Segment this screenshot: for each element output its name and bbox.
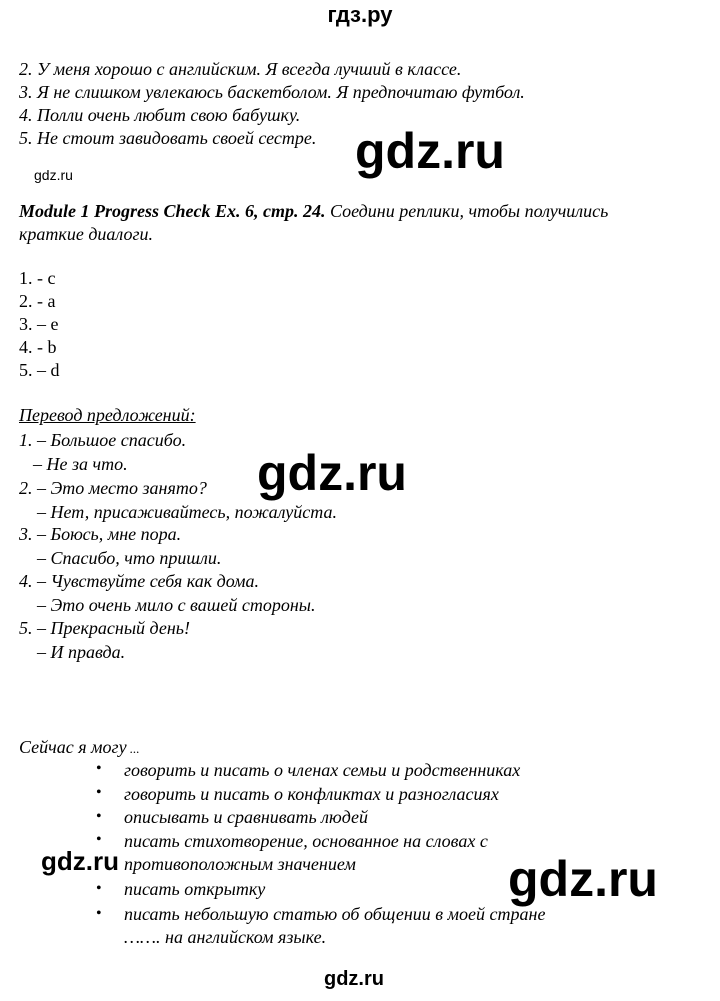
answer-item: 4. - b — [19, 337, 57, 357]
sentence-line: 4. Полли очень любит свою бабушку. — [19, 105, 301, 125]
watermark: gdz.ru — [41, 846, 119, 876]
can-do-intro — [19, 736, 140, 760]
exercise-title: Module 1 Progress Check Ex. 6, стр. 24. — [19, 201, 326, 221]
can-do-item: говорить и писать о членах семьи и родственниках — [124, 760, 521, 780]
exercise-task-cont: краткие диалоги. — [19, 224, 154, 244]
can-do-item-cont: ……. на английском языке. — [124, 927, 327, 947]
dialogue-line: – Нет, присаживайтесь, пожалуйста. — [37, 502, 337, 522]
bullet-icon: • — [96, 831, 102, 848]
can-do-item: говорить и писать о конфликтах и разногласиях — [124, 784, 499, 804]
can-do-item: писать небольшую статью об общении в моей стране — [124, 904, 546, 924]
bullet-icon: • — [96, 880, 102, 897]
bullet-icon: • — [96, 760, 102, 777]
answer-item: 3. – e — [19, 314, 59, 334]
exercise-task: Соедини реплики, чтобы получились — [325, 201, 609, 221]
exercise-heading — [19, 200, 608, 223]
dialogue-line: 4. – Чувствуйте себя как дома. — [19, 571, 260, 591]
dialogue-line: 3. – Боюсь, мне пора. — [19, 524, 182, 544]
sentence-line: 5. Не стоит завидовать своей сестре. — [19, 128, 317, 148]
answer-item: 5. – d — [19, 360, 60, 380]
translation-heading: Перевод предложений: — [19, 405, 196, 425]
watermark-small: gdz.ru — [34, 167, 73, 183]
can-do-intro-text: Сейчас я могу — [19, 737, 127, 757]
can-do-item-cont: противоположным значением — [124, 854, 356, 874]
answer-item: 1. - c — [19, 268, 56, 288]
watermark: gdz.ru — [508, 851, 658, 907]
sentence-line: 3. Я не слишком увлекаюсь баскетболом. Я предпочитаю футбол. — [19, 82, 525, 102]
footer-watermark: gdz.ru — [324, 968, 384, 990]
watermark: gdz.ru — [257, 445, 407, 501]
dialogue-line: – И правда. — [37, 642, 126, 662]
dialogue-line: 1. – Большое спасибо. — [19, 430, 187, 450]
dialogue-line: – Это очень мило с вашей стороны. — [37, 595, 316, 615]
dialogue-line: – Спасибо, что пришли. — [37, 548, 222, 568]
sentence-line: 2. У меня хорошо с английским. Я всегда лучший в классе. — [19, 59, 462, 79]
watermark: gdz.ru — [355, 123, 505, 179]
can-do-item: писать открытку — [124, 879, 266, 899]
answer-item: 2. - a — [19, 291, 56, 311]
dialogue-line: 5. – Прекрасный день! — [19, 618, 190, 638]
can-do-intro-dots: ... — [126, 741, 140, 756]
bullet-icon: • — [96, 808, 102, 825]
dialogue-line: 2. – Это место занято? — [19, 478, 207, 498]
bullet-icon: • — [96, 905, 102, 922]
dialogue-line: – Не за что. — [33, 454, 128, 474]
can-do-item: писать стихотворение, основанное на словах с — [124, 831, 488, 851]
site-header[interactable]: гдз.ру — [327, 2, 393, 27]
bullet-icon: • — [96, 784, 102, 801]
can-do-item: описывать и сравнивать людей — [124, 807, 369, 827]
